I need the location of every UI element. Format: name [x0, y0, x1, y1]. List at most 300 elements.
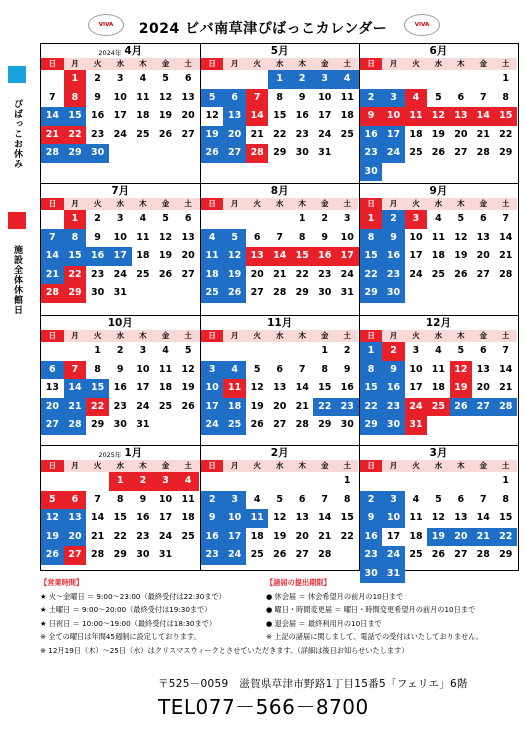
empty-cell	[427, 472, 449, 491]
day-cell: 22	[360, 398, 382, 417]
day-cell: 18	[431, 382, 446, 393]
month-3	[360, 44, 517, 181]
day-cell: 11	[405, 107, 427, 126]
day-cell: 27	[223, 144, 246, 163]
day-cell: 12	[454, 231, 468, 243]
day-cell: 8	[360, 229, 382, 248]
day-cell: 9	[382, 361, 404, 380]
business-hours-title: 【営業時間】	[40, 578, 84, 587]
day-cell: 25	[340, 128, 354, 140]
week-row	[41, 509, 200, 528]
day-cell: 12	[450, 361, 472, 380]
week-row	[201, 126, 359, 145]
weekday-label: 火	[93, 461, 102, 470]
day-cell: 20	[223, 126, 246, 145]
weekday-label: 火	[412, 59, 420, 68]
day-cell: 6	[253, 231, 261, 243]
week-row	[360, 107, 517, 126]
week-row	[360, 163, 517, 182]
weekday-label: 金	[479, 59, 488, 68]
calendar-grid	[40, 43, 519, 579]
day-cell: 28	[64, 416, 87, 435]
empty-cell	[472, 416, 494, 435]
day-cell: 7	[246, 89, 269, 108]
day-cell: 7	[49, 91, 56, 103]
weekday-label: 水	[275, 199, 284, 208]
weekday-label: 日	[201, 460, 224, 472]
day-cell: 26	[181, 400, 195, 412]
empty-cell	[427, 163, 449, 182]
week-row	[201, 70, 359, 89]
day-cell: 16	[313, 247, 336, 266]
day-cell: 15	[86, 379, 109, 398]
day-cell: 21	[499, 250, 513, 261]
day-cell: 8	[343, 493, 351, 505]
day-cell: 18	[431, 250, 446, 261]
weekday-label: 金	[161, 331, 170, 340]
day-cell: 4	[139, 73, 147, 84]
page-title: 2024 ビバ南草津ぴばっこカレンダー	[138, 21, 388, 37]
empty-cell	[41, 472, 64, 491]
day-cell: 30	[113, 419, 127, 430]
day-cell: 8	[502, 91, 510, 103]
day-cell: 12	[223, 247, 246, 266]
day-cell: 31	[158, 549, 173, 560]
weekday-label: 木	[298, 461, 306, 470]
day-cell: 9	[360, 107, 382, 126]
day-cell: 26	[41, 546, 64, 565]
day-cell: 27	[454, 147, 468, 158]
form-note: ※ 上記の諸届に関しまして、電話での受付はいたしておりません。	[266, 632, 484, 642]
month-header	[360, 44, 517, 58]
day-cell: 5	[184, 345, 192, 356]
day-cell: 2	[382, 210, 404, 229]
empty-cell	[405, 163, 427, 182]
day-cell: 4	[435, 213, 442, 224]
day-cell: 30	[86, 144, 109, 163]
quarter-row	[41, 316, 518, 446]
empty-cell	[472, 472, 494, 491]
day-cell: 20	[181, 110, 195, 121]
viva-logo-right: VIVA	[404, 14, 440, 36]
day-cell: 15	[360, 247, 382, 266]
week-row	[201, 229, 359, 248]
weekday-label: 金	[320, 199, 329, 208]
day-cell: 29	[113, 549, 127, 560]
week-row	[360, 491, 517, 510]
month-name: 1月	[124, 447, 143, 459]
week-row	[360, 472, 517, 491]
day-cell: 1	[321, 345, 329, 356]
month-header	[201, 184, 359, 198]
empty-cell	[360, 70, 382, 89]
day-cell: 27	[476, 268, 490, 280]
day-cell: 27	[250, 287, 264, 298]
month-12	[360, 446, 517, 583]
weekday-label: 火	[253, 331, 261, 340]
day-cell: 3	[313, 70, 336, 89]
day-cell: 22	[313, 398, 336, 417]
day-cell: 14	[268, 247, 291, 266]
week-row	[41, 528, 200, 547]
day-cell: 26	[158, 128, 173, 140]
empty-cell	[450, 472, 472, 491]
day-cell: 10	[382, 107, 404, 126]
day-cell: 15	[499, 512, 513, 523]
weekday-label: 木	[139, 461, 147, 470]
day-cell: 29	[64, 144, 87, 163]
day-cell: 21	[41, 266, 64, 285]
day-cell: 17	[136, 382, 150, 393]
day-cell: 24	[382, 546, 404, 565]
weekday-label: 月	[389, 59, 398, 68]
day-cell: 14	[318, 512, 332, 523]
day-cell: 1	[502, 475, 510, 486]
hours-note: ※ 全ての曜日は年間45週制に設定しております。	[40, 632, 201, 642]
day-cell: 11	[431, 363, 446, 375]
day-cell: 9	[139, 493, 147, 505]
day-cell: 3	[154, 472, 177, 491]
day-cell: 17	[201, 398, 224, 417]
day-cell: 1	[360, 342, 382, 361]
weekday-label: 日	[201, 58, 224, 70]
day-cell: 14	[246, 107, 269, 126]
day-cell: 4	[162, 345, 169, 356]
day-cell: 2	[360, 89, 382, 108]
weekday-label: 月	[389, 199, 398, 208]
week-row	[360, 416, 517, 435]
empty-cell	[177, 416, 200, 435]
day-cell: 2	[116, 345, 124, 356]
week-row	[201, 144, 359, 163]
legend-blue-swatch	[8, 66, 26, 83]
day-cell: 19	[158, 110, 173, 121]
empty-cell	[382, 163, 404, 182]
day-cell: 13	[295, 512, 309, 523]
day-cell: 28	[246, 144, 269, 163]
day-cell: 25	[136, 128, 150, 140]
legend-red-label: 施設全体休館日	[12, 245, 22, 315]
weekday-label: 火	[253, 59, 261, 68]
empty-cell	[246, 210, 269, 229]
day-cell: 11	[158, 363, 173, 375]
day-cell: 29	[499, 549, 513, 560]
day-cell: 7	[298, 363, 306, 375]
day-cell: 4	[412, 493, 420, 505]
form-change: ● 曜日・時間変更届 ＝ 曜日・時間変更希望月の前月の10日まで	[266, 605, 476, 615]
day-cell: 15	[340, 512, 354, 523]
day-cell: 26	[158, 268, 173, 280]
day-cell: 24	[201, 416, 224, 435]
empty-cell	[291, 472, 314, 491]
day-cell: 12	[431, 512, 446, 523]
day-cell: 6	[223, 89, 246, 108]
month-4	[41, 184, 200, 303]
day-cell: 5	[276, 493, 283, 505]
day-cell: 2	[291, 70, 314, 89]
day-cell: 26	[450, 398, 472, 417]
day-cell: 3	[382, 491, 404, 510]
weekday-label: 金	[161, 59, 170, 68]
day-cell: 9	[94, 91, 101, 103]
day-cell: 21	[318, 530, 332, 542]
week-row	[41, 210, 200, 229]
day-cell: 15	[291, 247, 314, 266]
day-cell: 21	[64, 398, 87, 417]
day-cell: 4	[139, 213, 147, 224]
week-row	[41, 229, 200, 248]
christmas-week-note: ※ 12月19日（木）～25日（水）はクリスマスウィークとさせていただきます。（詳細は後日お知らせいたします）	[40, 646, 409, 655]
day-cell: 23	[360, 144, 382, 163]
weekday-label: 水	[116, 461, 124, 470]
weekday-label: 木	[457, 461, 465, 470]
day-cell: 4	[177, 472, 200, 491]
weekday-label: 木	[139, 199, 147, 208]
day-cell: 30	[360, 163, 382, 182]
day-cell: 25	[223, 416, 246, 435]
weekday-label: 土	[343, 461, 351, 470]
day-cell: 16	[360, 528, 382, 547]
day-cell: 17	[113, 110, 127, 121]
day-cell: 15	[360, 379, 382, 398]
day-cell: 11	[246, 509, 269, 528]
week-row	[360, 379, 517, 398]
day-cell: 29	[90, 419, 105, 430]
day-cell: 20	[41, 398, 64, 417]
day-cell: 8	[94, 363, 101, 375]
day-cell: 9	[94, 231, 101, 243]
day-cell: 22	[495, 528, 517, 547]
day-cell: 12	[205, 110, 219, 121]
day-cell: 8	[276, 91, 283, 103]
weekday-label: 月	[389, 461, 398, 470]
day-cell: 21	[295, 400, 309, 412]
day-cell: 21	[250, 128, 264, 140]
day-cell: 26	[250, 419, 264, 430]
day-cell: 22	[295, 268, 309, 280]
empty-cell	[291, 342, 314, 361]
day-cell: 14	[476, 512, 490, 523]
day-cell: 10	[340, 231, 354, 243]
weekday-label: 金	[479, 331, 488, 340]
day-cell: 10	[409, 231, 423, 243]
day-cell: 30	[295, 147, 309, 158]
empty-cell	[450, 284, 472, 303]
day-cell: 17	[336, 247, 359, 266]
month-header	[201, 446, 359, 460]
day-cell: 14	[472, 107, 494, 126]
day-cell: 18	[223, 398, 246, 417]
week-row	[360, 247, 517, 266]
weekday-label: 水	[116, 59, 124, 68]
day-cell: 13	[223, 107, 246, 126]
day-cell: 19	[250, 400, 264, 412]
day-cell: 10	[158, 493, 173, 505]
day-cell: 25	[201, 284, 224, 303]
weekday-label: 火	[412, 461, 420, 470]
week-row	[201, 546, 359, 565]
weekday-label: 日	[41, 198, 64, 210]
empty-cell	[472, 284, 494, 303]
day-cell: 28	[273, 287, 287, 298]
empty-cell	[360, 472, 382, 491]
day-cell: 3	[382, 89, 404, 108]
day-cell: 6	[298, 493, 306, 505]
day-cell: 3	[343, 213, 351, 224]
weekday-label: 金	[479, 461, 488, 470]
day-cell: 10	[113, 231, 127, 243]
month-name: 7月	[111, 185, 130, 197]
day-cell: 14	[41, 107, 64, 126]
day-cell: 9	[343, 363, 351, 375]
day-cell: 6	[479, 345, 487, 356]
empty-cell	[154, 416, 177, 435]
day-cell: 28	[476, 549, 490, 560]
week-row	[360, 126, 517, 145]
legend-bibakko-closed	[8, 66, 26, 169]
day-cell: 6	[479, 213, 487, 224]
day-cell: 24	[405, 398, 427, 417]
day-cell: 6	[184, 213, 192, 224]
day-cell: 19	[450, 379, 472, 398]
day-cell: 8	[116, 493, 124, 505]
day-cell: 8	[321, 363, 329, 375]
empty-cell	[450, 163, 472, 182]
day-cell: 5	[162, 213, 169, 224]
week-row	[41, 70, 200, 89]
day-cell: 6	[457, 91, 465, 103]
empty-cell	[41, 210, 64, 229]
weekday-label: 月	[230, 461, 239, 470]
day-cell: 24	[318, 128, 332, 140]
day-cell: 23	[295, 128, 309, 140]
day-cell: 26	[201, 144, 224, 163]
day-cell: 10	[136, 363, 150, 375]
weekday-label: 日	[201, 198, 224, 210]
month-header	[360, 184, 517, 198]
empty-cell	[201, 210, 224, 229]
day-cell: 16	[90, 110, 105, 121]
week-row	[360, 398, 517, 417]
month-header	[41, 446, 200, 460]
day-cell: 7	[41, 229, 64, 248]
day-cell: 19	[427, 528, 449, 547]
day-cell: 28	[295, 419, 309, 430]
week-row	[201, 491, 359, 510]
day-cell: 2	[201, 491, 224, 510]
day-cell: 21	[41, 126, 64, 145]
day-cell: 16	[136, 512, 150, 523]
weekday-label: 金	[320, 59, 329, 68]
day-cell: 27	[295, 549, 309, 560]
day-cell: 19	[41, 528, 64, 547]
month-header	[41, 316, 200, 330]
week-row	[41, 472, 200, 491]
weekday-label: 日	[360, 58, 382, 70]
day-cell: 1	[64, 70, 87, 89]
day-cell: 14	[90, 512, 105, 523]
weekday-label: 日	[360, 198, 382, 210]
week-row	[41, 379, 200, 398]
day-cell: 7	[479, 493, 487, 505]
month-11	[201, 446, 359, 565]
empty-cell	[223, 70, 246, 89]
day-cell: 4	[435, 345, 442, 356]
day-cell: 31	[113, 287, 127, 298]
weekday-label: 月	[71, 461, 79, 470]
weekday-header	[360, 460, 517, 472]
day-cell: 2	[94, 73, 101, 84]
day-cell: 25	[431, 268, 446, 280]
day-cell: 9	[201, 509, 224, 528]
day-cell: 20	[64, 528, 87, 547]
weekday-label: 金	[479, 199, 488, 208]
day-cell: 1	[109, 472, 132, 491]
empty-cell	[450, 416, 472, 435]
empty-cell	[223, 472, 246, 491]
weekday-label: 木	[457, 199, 465, 208]
week-row	[360, 89, 517, 108]
day-cell: 17	[409, 382, 423, 393]
viva-logo-left: VIVA	[88, 14, 124, 36]
weekday-header	[41, 198, 200, 210]
business-hours	[40, 576, 270, 644]
form-deadlines	[266, 576, 526, 644]
day-cell: 21	[273, 268, 287, 280]
weekday-label: 火	[93, 59, 102, 68]
month-name: 10月	[107, 317, 133, 329]
empty-cell	[382, 472, 404, 491]
day-cell: 7	[94, 493, 101, 505]
day-cell: 23	[360, 546, 382, 565]
empty-cell	[268, 210, 291, 229]
hours-sunday: ★ 日祝日 ＝ 10:00～19:00（最終受付は18:30まで）	[40, 618, 217, 628]
week-row	[201, 379, 359, 398]
weekday-label: 土	[184, 461, 192, 470]
day-cell: 1	[94, 345, 101, 356]
hours-saturday: ★ 土曜日 ＝ 9:00～20:00（最終受付は19:30まで）	[40, 605, 212, 615]
weekday-label: 木	[139, 59, 147, 68]
day-cell: 5	[223, 229, 246, 248]
quarter-row	[41, 446, 518, 579]
day-cell: 9	[116, 363, 124, 375]
day-cell: 11	[136, 231, 150, 243]
empty-cell	[472, 163, 494, 182]
month-name: 12月	[425, 317, 451, 329]
day-cell: 14	[499, 363, 513, 375]
day-cell: 8	[64, 89, 87, 108]
day-cell: 4	[336, 70, 359, 89]
week-row	[360, 284, 517, 303]
day-cell: 31	[318, 147, 332, 158]
day-cell: 29	[64, 284, 87, 303]
day-cell: 3	[201, 361, 224, 380]
weekday-label: 水	[434, 331, 443, 340]
day-cell: 8	[298, 231, 306, 243]
week-row	[201, 266, 359, 285]
day-cell: 9	[382, 229, 404, 248]
week-row	[360, 528, 517, 547]
day-cell: 13	[476, 231, 490, 243]
day-cell: 24	[158, 530, 173, 542]
day-cell: 27	[454, 549, 468, 560]
week-row	[360, 144, 517, 163]
day-cell: 20	[476, 382, 490, 393]
day-cell: 4	[405, 89, 427, 108]
day-cell: 27	[181, 268, 195, 280]
day-cell: 18	[409, 128, 423, 140]
day-cell: 12	[181, 363, 195, 375]
